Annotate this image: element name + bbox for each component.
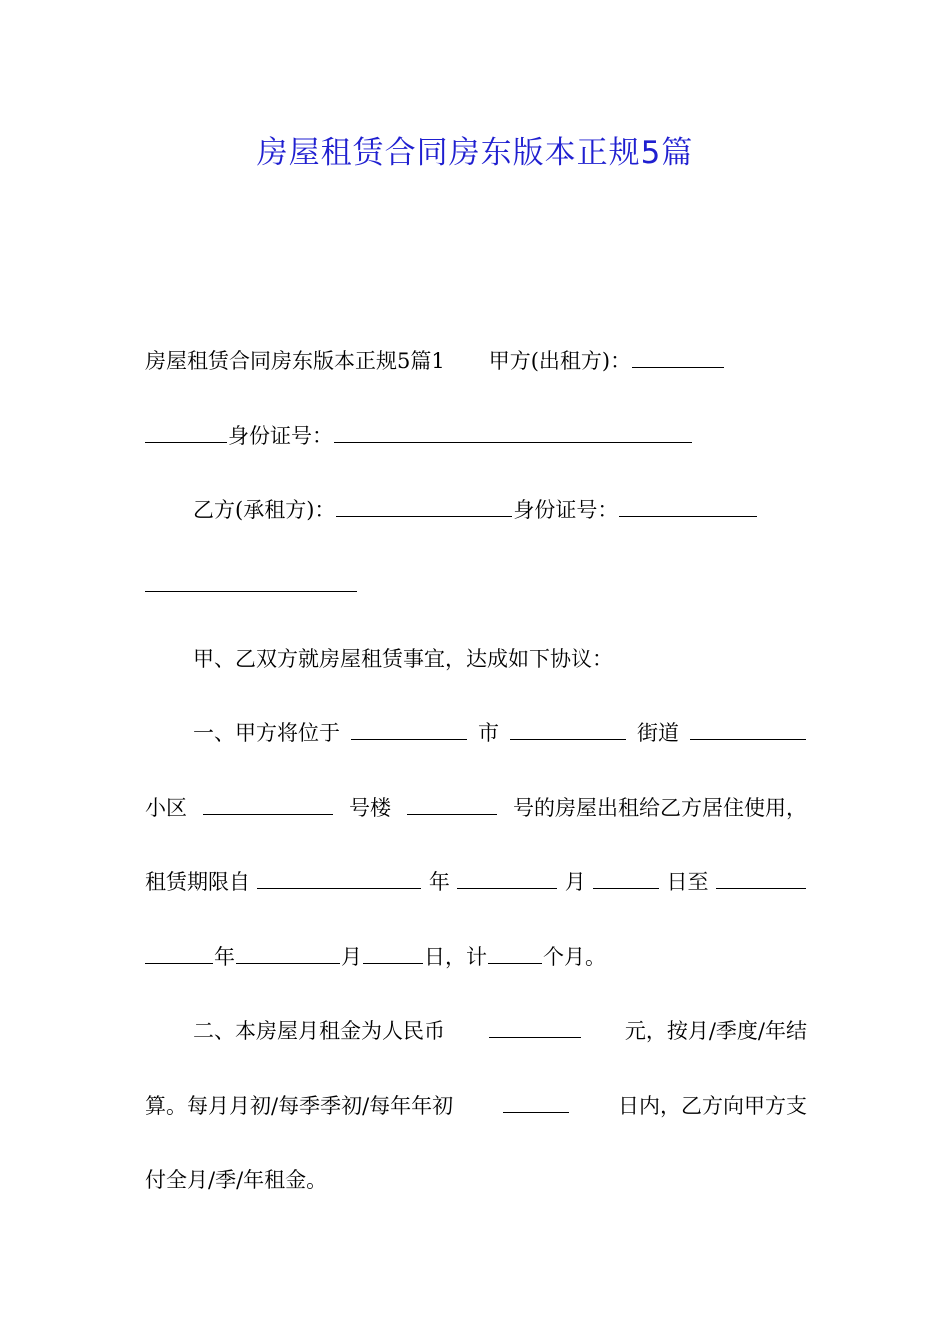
building-blank bbox=[203, 788, 333, 815]
year-label: 年 bbox=[428, 870, 450, 894]
community-blank bbox=[690, 713, 806, 740]
paragraph-line bbox=[145, 788, 807, 828]
party-a-name-blank-cont bbox=[145, 416, 227, 443]
end-year-blank bbox=[716, 862, 806, 889]
start-year-blank bbox=[257, 862, 421, 889]
party-b-id-blank bbox=[619, 490, 757, 517]
street-blank bbox=[510, 713, 626, 740]
paragraph-line bbox=[145, 341, 807, 381]
months-blank bbox=[488, 937, 542, 964]
end-day-blank bbox=[363, 937, 423, 964]
start-month-blank bbox=[457, 862, 557, 889]
start-day-blank bbox=[593, 862, 659, 889]
months-label: 个月。 bbox=[543, 945, 606, 969]
room-label: 号的房屋出租给乙方居住使用， bbox=[513, 796, 807, 820]
paragraph-line bbox=[145, 639, 807, 679]
paragraph-line bbox=[145, 565, 807, 605]
party-a-id-label: 身份证号： bbox=[228, 424, 333, 448]
section-heading: 房屋租赁合同房东版本正规5篇1 bbox=[145, 349, 445, 373]
clause-two-start: 二、本房屋月租金为人民币 bbox=[193, 1019, 445, 1043]
year-label: 年 bbox=[214, 945, 235, 969]
payment-end-text: 付全月/季/年租金。 bbox=[145, 1168, 328, 1192]
paragraph-line bbox=[145, 862, 807, 902]
end-year-blank-cont bbox=[145, 937, 213, 964]
day-total-label: 日，计 bbox=[424, 945, 487, 969]
paragraph-line bbox=[145, 1011, 807, 1051]
party-a-name-blank bbox=[632, 341, 724, 368]
party-b-name-blank bbox=[336, 490, 512, 517]
rent-amount-blank bbox=[489, 1011, 581, 1038]
street-label: 街道 bbox=[637, 721, 679, 745]
document-title: 房屋租赁合同房东版本正规5篇 bbox=[256, 135, 694, 171]
party-b-id-blank-cont bbox=[145, 565, 357, 592]
paragraph-line bbox=[145, 937, 807, 977]
payment-schedule-label: 算。每月月初/每季季初/每年年初 bbox=[145, 1094, 454, 1118]
rent-settlement-label: 元，按月/季度/年结 bbox=[624, 1019, 807, 1043]
paragraph-line bbox=[145, 416, 807, 456]
agreement-intro: 甲、乙双方就房屋租赁事宜，达成如下协议： bbox=[193, 647, 613, 671]
clause-one-start: 一、甲方将位于 bbox=[193, 721, 340, 745]
city-blank bbox=[351, 713, 467, 740]
room-blank bbox=[407, 788, 497, 815]
party-b-label: 乙方(承租方)： bbox=[193, 498, 336, 522]
month-label: 月 bbox=[564, 870, 586, 894]
paragraph-line bbox=[145, 1086, 807, 1126]
month-label: 月 bbox=[341, 945, 362, 969]
paragraph-line bbox=[145, 490, 807, 530]
lease-term-label: 租赁期限自 bbox=[145, 870, 250, 894]
building-label: 号楼 bbox=[349, 796, 391, 820]
end-month-blank bbox=[236, 937, 340, 964]
party-b-id-label: 身份证号： bbox=[513, 498, 619, 522]
community-label: 小区 bbox=[145, 796, 187, 820]
payment-days-blank bbox=[503, 1086, 569, 1113]
payment-direction-label: 日内，乙方向甲方支 bbox=[618, 1094, 807, 1118]
day-to-label: 日至 bbox=[666, 870, 709, 894]
party-a-label: 甲方(出租方)： bbox=[488, 349, 632, 373]
party-a-id-blank bbox=[334, 416, 692, 443]
paragraph-line bbox=[145, 1160, 807, 1200]
paragraph-line bbox=[145, 713, 807, 753]
city-label: 市 bbox=[478, 721, 499, 745]
